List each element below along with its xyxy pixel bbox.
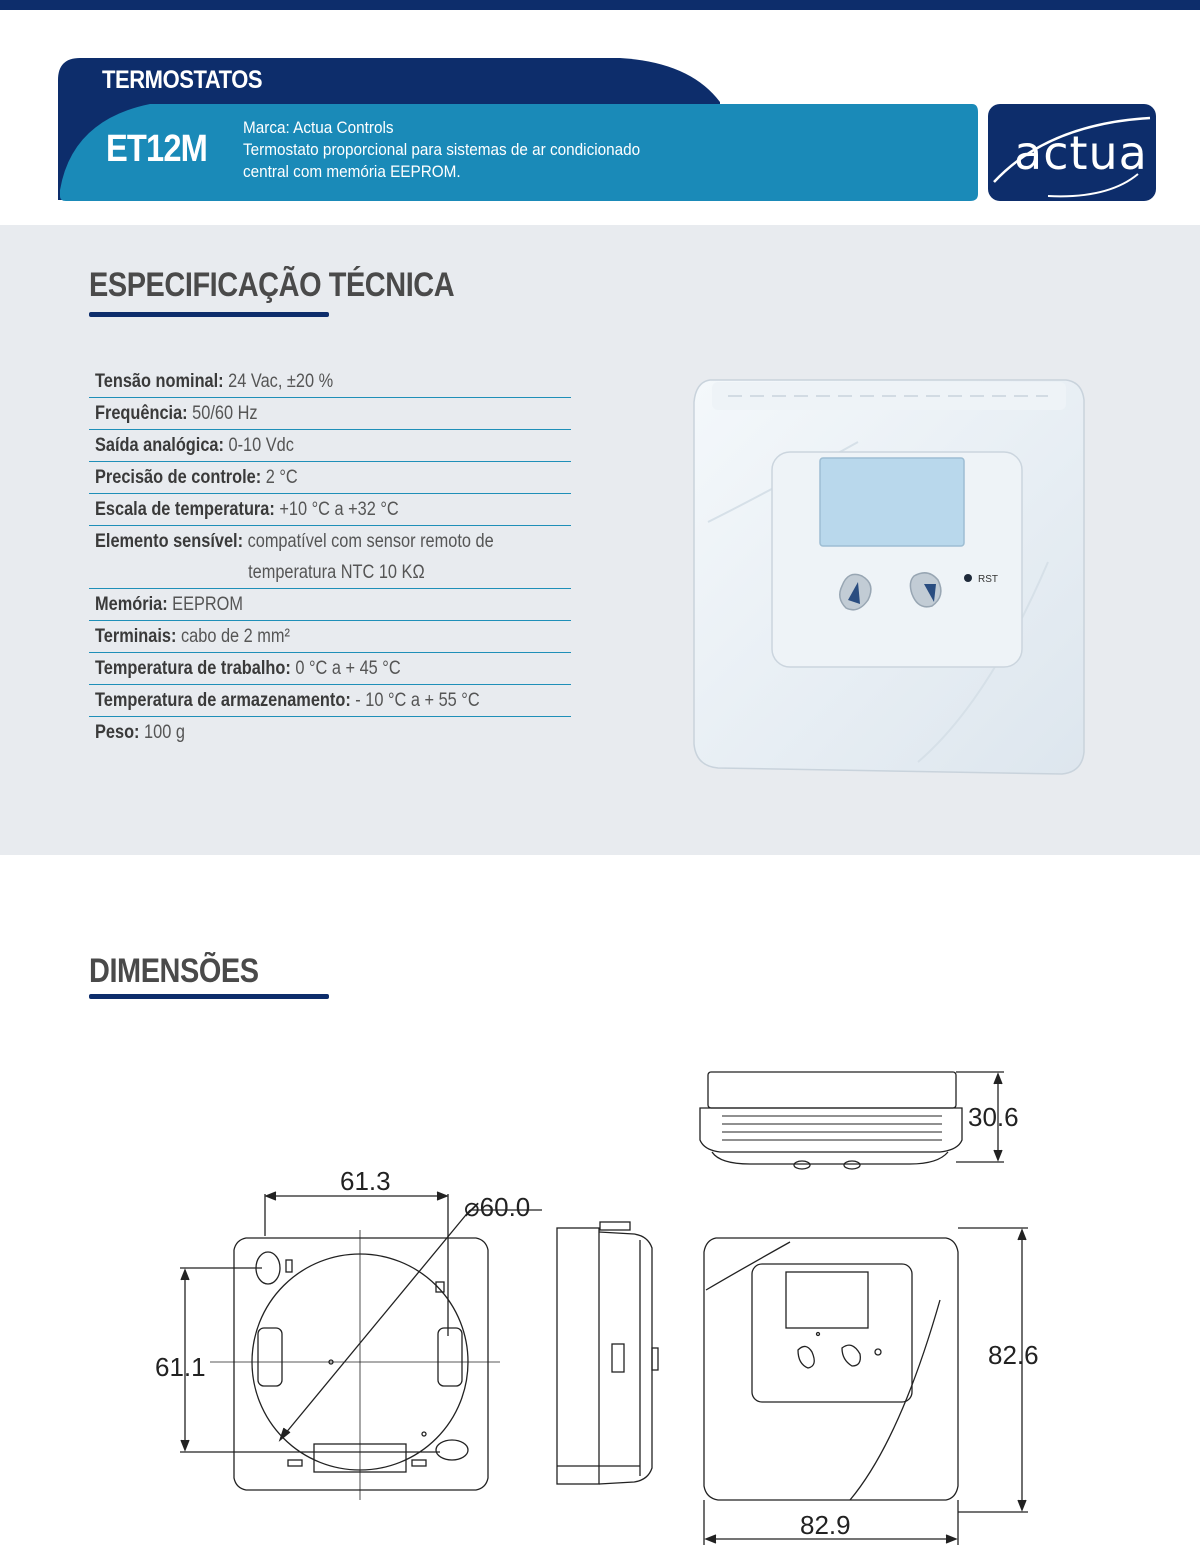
spec-value: 2 °C xyxy=(261,467,298,488)
side-view-drawing xyxy=(557,1222,658,1484)
spec-value: cabo de 2 mm² xyxy=(176,626,290,647)
spec-value: - 10 °C a + 55 °C xyxy=(350,690,480,711)
spec-value: 50/60 Hz xyxy=(187,403,258,424)
spec-label: Frequência: xyxy=(95,403,188,424)
spec-label: Tensão nominal: xyxy=(95,371,224,392)
description-line-1: Termostato proporcional para sistemas de ar condicionado xyxy=(243,140,641,159)
spec-label: Elemento sensível: xyxy=(95,531,244,552)
spec-value: 0-10 Vdc xyxy=(223,435,294,456)
spec-value: compatível com sensor remoto de xyxy=(243,531,494,552)
spec-label: Memória: xyxy=(95,594,168,615)
category-title: TERMOSTATOS xyxy=(102,66,263,94)
front-view-drawing xyxy=(704,1228,1028,1545)
brand-line: Marca: Actua Controls xyxy=(243,118,394,137)
spec-value: 24 Vac, ±20 % xyxy=(223,371,334,392)
spec-value: +10 °C a +32 °C xyxy=(274,499,399,520)
dimensions-title: DIMENSÕES xyxy=(89,952,259,990)
spec-label: Peso: xyxy=(95,722,140,743)
spec-value: EEPROM xyxy=(167,594,244,615)
spec-label: Escala de temperatura: xyxy=(95,499,275,520)
back-view-drawing xyxy=(180,1192,542,1500)
spec-value: 0 °C a + 45 °C xyxy=(290,658,401,679)
spec-title: ESPECIFICAÇÃO TÉCNICA xyxy=(89,266,455,304)
spec-label: Saída analógica: xyxy=(95,435,224,456)
dim-depth: 30.6 xyxy=(968,1102,1019,1132)
spec-label: Temperatura de trabalho: xyxy=(95,658,291,679)
logo-wordmark: actua xyxy=(1014,126,1148,180)
dim-front-height: 82.6 xyxy=(988,1340,1039,1370)
top-view-drawing xyxy=(700,1072,1004,1169)
spec-label: Precisão de controle: xyxy=(95,467,262,488)
spec-value-continued: temperatura NTC 10 KΩ xyxy=(248,562,425,583)
dim-back-height: 61.1 xyxy=(155,1352,206,1382)
model-name: ET12M xyxy=(106,128,208,170)
dim-diameter: ⌀60.0 xyxy=(464,1192,531,1222)
dim-back-width: 61.3 xyxy=(340,1166,391,1196)
spec-value: 100 g xyxy=(139,722,185,743)
dim-front-width: 82.9 xyxy=(800,1510,851,1540)
spec-label: Temperatura de armazenamento: xyxy=(95,690,351,711)
spec-label: Terminais: xyxy=(95,626,177,647)
rst-label: RST xyxy=(978,574,998,585)
description-line-2: central com memória EEPROM. xyxy=(243,162,461,181)
